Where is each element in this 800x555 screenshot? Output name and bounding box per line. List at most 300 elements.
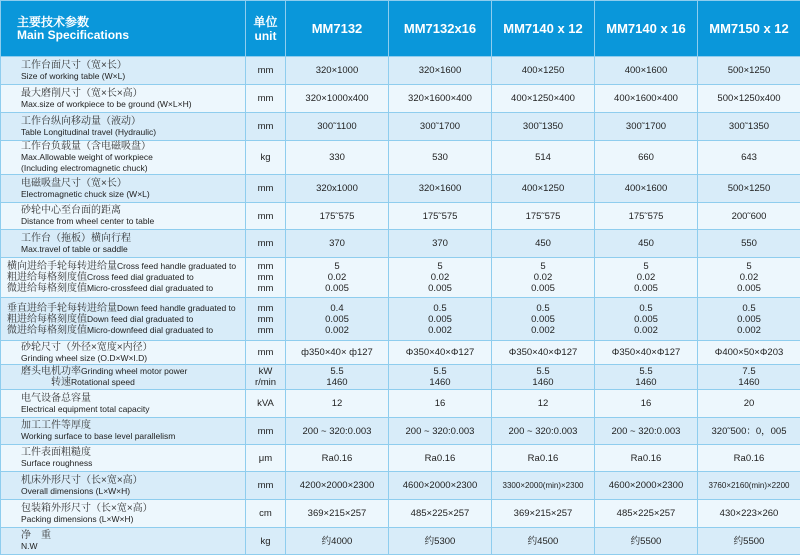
- spec-value: 175˜575: [389, 211, 491, 222]
- label-line: [21, 393, 245, 404]
- value-cell: [389, 341, 492, 365]
- label-line: [21, 475, 245, 486]
- model-header: MM7150 x 12: [698, 1, 800, 57]
- spec-value: 330: [286, 152, 388, 163]
- value-cell: [389, 528, 492, 555]
- table-row: [1, 57, 800, 85]
- label-line: [21, 503, 245, 514]
- label-line: [21, 141, 245, 152]
- spec-value: 0.005: [595, 283, 697, 294]
- unit-cell: [246, 418, 286, 445]
- spec-value: 0.02: [595, 272, 697, 283]
- unit-value: mm: [246, 283, 285, 294]
- spec-value: 450: [595, 238, 697, 249]
- spec-value: 320×1600: [389, 65, 491, 76]
- label-line: [21, 431, 245, 442]
- spec-value: 5: [595, 261, 697, 272]
- label-cn: 包装箱外形尺寸（长×宽×高）: [21, 503, 153, 514]
- spec-value: 0.02: [286, 272, 388, 283]
- value-cell: [698, 365, 800, 390]
- spec-value: 0.002: [286, 325, 388, 336]
- header-unit: [246, 1, 286, 57]
- spec-label: [1, 141, 246, 175]
- unit-value: mm: [246, 121, 285, 132]
- value-cell: [698, 85, 800, 113]
- spec-label: [1, 365, 246, 390]
- unit-cell: [246, 230, 286, 258]
- value-cell: [286, 472, 389, 500]
- spec-value: 0.005: [492, 314, 594, 325]
- unit-cell: [246, 175, 286, 203]
- value-cell: [286, 203, 389, 230]
- title-cn: 主要技术参数: [17, 16, 245, 29]
- spec-value: Φ350×40×Φ127: [389, 347, 491, 358]
- value-cell: [492, 113, 595, 141]
- value-cell: [595, 390, 698, 418]
- unit-en: unit: [246, 29, 285, 43]
- label-cn: 粗进给每格刻度值: [7, 314, 87, 325]
- unit-cell: [246, 298, 286, 341]
- spec-label: [1, 390, 246, 418]
- value-cell: [595, 230, 698, 258]
- spec-value: 0.005: [698, 283, 800, 294]
- spec-value: 0.002: [595, 325, 697, 336]
- label-line: [21, 486, 245, 497]
- spec-value: 300˜1700: [595, 121, 697, 132]
- spec-value: 5: [286, 261, 388, 272]
- spec-label: [1, 230, 246, 258]
- label-en: Down feed handle graduated to: [117, 303, 236, 313]
- spec-value: Φ350×40×Φ127: [595, 347, 697, 358]
- value-cell: [595, 445, 698, 472]
- spec-value: Ra0.16: [492, 453, 594, 464]
- spec-label: [1, 341, 246, 365]
- label-line: [21, 404, 245, 415]
- value-cell: [595, 258, 698, 298]
- spec-value: 485×225×257: [595, 508, 697, 519]
- unit-value: mm: [246, 480, 285, 491]
- unit-value: μm: [246, 453, 285, 464]
- value-cell: [389, 141, 492, 175]
- value-cell: [595, 85, 698, 113]
- spec-label: [1, 57, 246, 85]
- label-en: Packing dimensions (L×W×H): [21, 514, 133, 524]
- value-cell: [389, 258, 492, 298]
- label-line: [21, 205, 245, 216]
- label-line: [21, 152, 245, 163]
- spec-value: 0.002: [698, 325, 800, 336]
- value-cell: [698, 418, 800, 445]
- label-en: Surface roughness: [21, 458, 92, 468]
- label-line: [21, 189, 245, 200]
- label-line: [7, 261, 245, 272]
- label-en: Cross feed dial graduated to: [87, 272, 194, 282]
- unit-cell: [246, 500, 286, 528]
- label-line: [21, 366, 245, 377]
- label-cn: 微进给每格刻度值: [7, 325, 87, 336]
- value-cell: [595, 500, 698, 528]
- spec-value: 200˜600: [698, 211, 800, 222]
- value-cell: [286, 113, 389, 141]
- value-cell: [492, 472, 595, 500]
- label-line: [21, 127, 245, 138]
- spec-value: 7.5: [698, 366, 800, 377]
- spec-value: 400×1250: [492, 183, 594, 194]
- label-line: [21, 530, 245, 541]
- spec-value: 5.5: [595, 366, 697, 377]
- value-cell: [595, 365, 698, 390]
- unit-cell: [246, 113, 286, 141]
- spec-value: 3760×2160(min)×2200: [698, 480, 800, 491]
- label-en: N.W: [21, 541, 38, 551]
- spec-value: 300˜1700: [389, 121, 491, 132]
- table-row: [1, 258, 800, 298]
- value-cell: [492, 418, 595, 445]
- spec-value: 514: [492, 152, 594, 163]
- unit-value: mm: [246, 261, 285, 272]
- unit-value: mm: [246, 426, 285, 437]
- unit-value: cm: [246, 508, 285, 519]
- label-en: Electromagnetic chuck size (W×L): [21, 189, 150, 199]
- label-cn: 机床外形尺寸（长×宽×高）: [21, 475, 143, 486]
- label-en: Cross feed handle graduated to: [117, 261, 236, 271]
- spec-value: 200 ~ 320:0.003: [286, 426, 388, 437]
- value-cell: [492, 258, 595, 298]
- spec-value: 300˜1100: [286, 121, 388, 132]
- spec-value: 450: [492, 238, 594, 249]
- value-cell: [698, 528, 800, 555]
- spec-value: Φ400×50×Φ203: [698, 347, 800, 358]
- spec-value: 485×225×257: [389, 508, 491, 519]
- label-en: Table Longitudinal travel (Hydraulic): [21, 127, 156, 137]
- spec-value: 369×215×257: [492, 508, 594, 519]
- value-cell: [698, 500, 800, 528]
- unit-value: mm: [246, 65, 285, 76]
- table-row: [1, 341, 800, 365]
- spec-value: 0.005: [595, 314, 697, 325]
- value-cell: [492, 85, 595, 113]
- value-cell: [698, 445, 800, 472]
- label-en: Down feed dial graduated to: [87, 314, 193, 324]
- table-row: [1, 390, 800, 418]
- unit-cell: [246, 57, 286, 85]
- table-row: [1, 472, 800, 500]
- label-en: Size of working table (W×L): [21, 71, 125, 81]
- spec-value: 200 ~ 320:0.003: [492, 426, 594, 437]
- spec-value: 1460: [492, 377, 594, 388]
- spec-value: 0.5: [698, 303, 800, 314]
- value-cell: [286, 258, 389, 298]
- spec-value: 400×1600: [595, 65, 697, 76]
- spec-value: 369×215×257: [286, 508, 388, 519]
- label-line: [21, 216, 245, 227]
- header-title: [1, 1, 246, 57]
- spec-value: 0.02: [492, 272, 594, 283]
- unit-cell: [246, 365, 286, 390]
- unit-value: mm: [246, 303, 285, 314]
- value-cell: [492, 445, 595, 472]
- value-cell: [595, 472, 698, 500]
- spec-value: 0.5: [389, 303, 491, 314]
- spec-value: 175˜575: [492, 211, 594, 222]
- label-line: [21, 353, 245, 364]
- value-cell: [698, 203, 800, 230]
- spec-value: 500×1250: [698, 65, 800, 76]
- spec-value: 0.02: [698, 272, 800, 283]
- value-cell: [286, 390, 389, 418]
- spec-label: [1, 113, 246, 141]
- value-cell: [286, 57, 389, 85]
- unit-cell: [246, 203, 286, 230]
- spec-value: 12: [492, 398, 594, 409]
- spec-value: 1460: [389, 377, 491, 388]
- table-row: [1, 203, 800, 230]
- spec-value: 400×1600×400: [595, 93, 697, 104]
- value-cell: [389, 230, 492, 258]
- label-cn: 工作台纵向移动量（液动）: [21, 116, 141, 127]
- spec-value: 0.005: [698, 314, 800, 325]
- value-cell: [492, 341, 595, 365]
- spec-value: 0.5: [492, 303, 594, 314]
- label-line: [21, 163, 245, 174]
- spec-value: 1460: [286, 377, 388, 388]
- spec-value: 约5500: [698, 536, 800, 547]
- label-cn: 最大磨削尺寸（宽×长×高）: [21, 88, 143, 99]
- label-cn: 电气设备总容量: [21, 393, 91, 404]
- label-cn: 工作台面尺寸（宽×长）: [21, 60, 127, 71]
- value-cell: [389, 113, 492, 141]
- unit-cell: [246, 141, 286, 175]
- label-en: Max.size of workpiece to be ground (W×L×H): [21, 99, 192, 109]
- value-cell: [492, 500, 595, 528]
- spec-value: 370: [389, 238, 491, 249]
- table-row: [1, 528, 800, 555]
- value-cell: [492, 365, 595, 390]
- label-en: Working surface to base level parallelism: [21, 431, 175, 441]
- unit-value: r/min: [246, 377, 285, 388]
- value-cell: [389, 445, 492, 472]
- label-en: Max.Allowable weight of workpiece: [21, 152, 153, 162]
- table-row: [1, 85, 800, 113]
- value-cell: [492, 298, 595, 341]
- spec-value: 530: [389, 152, 491, 163]
- spec-value: 5.5: [492, 366, 594, 377]
- label-cn: 工件表面粗糙度: [21, 447, 91, 458]
- label-line: [21, 420, 245, 431]
- value-cell: [286, 298, 389, 341]
- value-cell: [286, 500, 389, 528]
- unit-cell: [246, 445, 286, 472]
- value-cell: [595, 113, 698, 141]
- spec-label: [1, 418, 246, 445]
- table-row: [1, 500, 800, 528]
- spec-label: [1, 258, 246, 298]
- spec-value: 5: [492, 261, 594, 272]
- label-line: [21, 71, 245, 82]
- table-row: [1, 418, 800, 445]
- label-line: [21, 178, 245, 189]
- label-line: [7, 314, 245, 325]
- unit-value: mm: [246, 211, 285, 222]
- spec-value: 1460: [698, 377, 800, 388]
- label-line: [21, 458, 245, 469]
- spec-value: 约5500: [595, 536, 697, 547]
- value-cell: [389, 365, 492, 390]
- value-cell: [389, 418, 492, 445]
- spec-value: 4600×2000×2300: [389, 480, 491, 491]
- spec-value: 5.5: [286, 366, 388, 377]
- label-line: [21, 514, 245, 525]
- value-cell: [595, 141, 698, 175]
- value-cell: [492, 175, 595, 203]
- header-row: [1, 1, 800, 57]
- table-row: [1, 230, 800, 258]
- unit-value: mm: [246, 93, 285, 104]
- spec-value: 5.5: [389, 366, 491, 377]
- spec-label: [1, 298, 246, 341]
- spec-value: 0.005: [492, 283, 594, 294]
- table-row: [1, 175, 800, 203]
- model-header: MM7132x16: [389, 1, 492, 57]
- label-line: [7, 283, 245, 294]
- unit-value: kVA: [246, 398, 285, 409]
- spec-value: 320×1000x400: [286, 93, 388, 104]
- spec-value: 0.02: [389, 272, 491, 283]
- label-line: [7, 325, 245, 336]
- unit-value: mm: [246, 272, 285, 283]
- value-cell: [492, 230, 595, 258]
- value-cell: [389, 500, 492, 528]
- spec-value: 0.4: [286, 303, 388, 314]
- unit-cell: [246, 258, 286, 298]
- label-line: [21, 88, 245, 99]
- spec-value: 0.002: [492, 325, 594, 336]
- label-cn: 加工工件等厚度: [21, 420, 91, 431]
- value-cell: [286, 445, 389, 472]
- value-cell: [698, 390, 800, 418]
- label-en: Grinding wheel motor power: [81, 366, 187, 376]
- spec-value: Ra0.16: [698, 453, 800, 464]
- spec-value: 200 ~ 320:0.003: [595, 426, 697, 437]
- value-cell: [698, 141, 800, 175]
- spec-value: Φ350×40×Φ127: [492, 347, 594, 358]
- spec-value: 175˜575: [286, 211, 388, 222]
- label-line: [7, 272, 245, 283]
- spec-label: [1, 528, 246, 555]
- value-cell: [595, 341, 698, 365]
- value-cell: [595, 418, 698, 445]
- spec-value: 0.002: [389, 325, 491, 336]
- spec-label: [1, 472, 246, 500]
- label-cn: 粗进给每格刻度值: [7, 272, 87, 283]
- value-cell: [698, 113, 800, 141]
- spec-value: 175˜575: [595, 211, 697, 222]
- label-cn: 电磁吸盘尺寸（宽×长）: [21, 178, 127, 189]
- spec-value: 660: [595, 152, 697, 163]
- spec-value: Ra0.16: [389, 453, 491, 464]
- value-cell: [492, 57, 595, 85]
- table-row: [1, 365, 800, 390]
- label-en: Rotational speed: [71, 377, 135, 387]
- label-en: Max.travel of table or saddle: [21, 244, 128, 254]
- value-cell: [492, 141, 595, 175]
- spec-value: 550: [698, 238, 800, 249]
- value-cell: [595, 175, 698, 203]
- label-en: Overall dimensions (L×W×H): [21, 486, 130, 496]
- spec-value: 20: [698, 398, 800, 409]
- spec-value: ф350×40× ф127: [286, 347, 388, 358]
- spec-value: 200 ~ 320:0.003: [389, 426, 491, 437]
- spec-label: [1, 85, 246, 113]
- spec-label: [1, 500, 246, 528]
- value-cell: [389, 390, 492, 418]
- value-cell: [492, 528, 595, 555]
- table-row: [1, 298, 800, 341]
- model-header: MM7140 x 12: [492, 1, 595, 57]
- label-line: [21, 541, 245, 552]
- spec-value: 0.005: [389, 314, 491, 325]
- unit-value: mm: [246, 347, 285, 358]
- table-row: [1, 141, 800, 175]
- spec-value: 约5300: [389, 536, 491, 547]
- spec-label: [1, 445, 246, 472]
- label-line: [21, 244, 245, 255]
- unit-value: kg: [246, 536, 285, 547]
- label-cn: 微进给每格刻度值: [7, 283, 87, 294]
- spec-value: 400×1250×400: [492, 93, 594, 104]
- label-en: Micro-downfeed dial graduated to: [87, 325, 213, 335]
- unit-value: kW: [246, 366, 285, 377]
- unit-cell: [246, 341, 286, 365]
- spec-value: 320×1000: [286, 65, 388, 76]
- value-cell: [286, 528, 389, 555]
- spec-value: 3300×2000(min)×2300: [492, 480, 594, 491]
- spec-value: 300˜1350: [492, 121, 594, 132]
- spec-value: 0.005: [286, 283, 388, 294]
- value-cell: [286, 175, 389, 203]
- spec-value: 16: [389, 398, 491, 409]
- spec-value: 5: [389, 261, 491, 272]
- value-cell: [389, 298, 492, 341]
- value-cell: [595, 203, 698, 230]
- spec-value: 500×1250x400: [698, 93, 800, 104]
- label-en: Electrical equipment total capacity: [21, 404, 150, 414]
- value-cell: [595, 298, 698, 341]
- label-line: [21, 116, 245, 127]
- unit-value: mm: [246, 325, 285, 336]
- label-cn: 磨头电机功率: [21, 366, 81, 377]
- label-en: Micro-crossfeed dial graduated to: [87, 283, 213, 293]
- value-cell: [698, 175, 800, 203]
- value-cell: [492, 390, 595, 418]
- spec-value: 0.005: [389, 283, 491, 294]
- spec-value: 370: [286, 238, 388, 249]
- spec-value: Ra0.16: [595, 453, 697, 464]
- spec-value: 5: [698, 261, 800, 272]
- value-cell: [286, 418, 389, 445]
- value-cell: [389, 57, 492, 85]
- label-line: [21, 447, 245, 458]
- spec-value: 320x1000: [286, 183, 388, 194]
- value-cell: [389, 175, 492, 203]
- value-cell: [698, 341, 800, 365]
- spec-value: 4200×2000×2300: [286, 480, 388, 491]
- title-en: Main Specifications: [17, 29, 245, 42]
- unit-cell: [246, 390, 286, 418]
- spec-value: 约4500: [492, 536, 594, 547]
- value-cell: [389, 85, 492, 113]
- unit-cell: [246, 85, 286, 113]
